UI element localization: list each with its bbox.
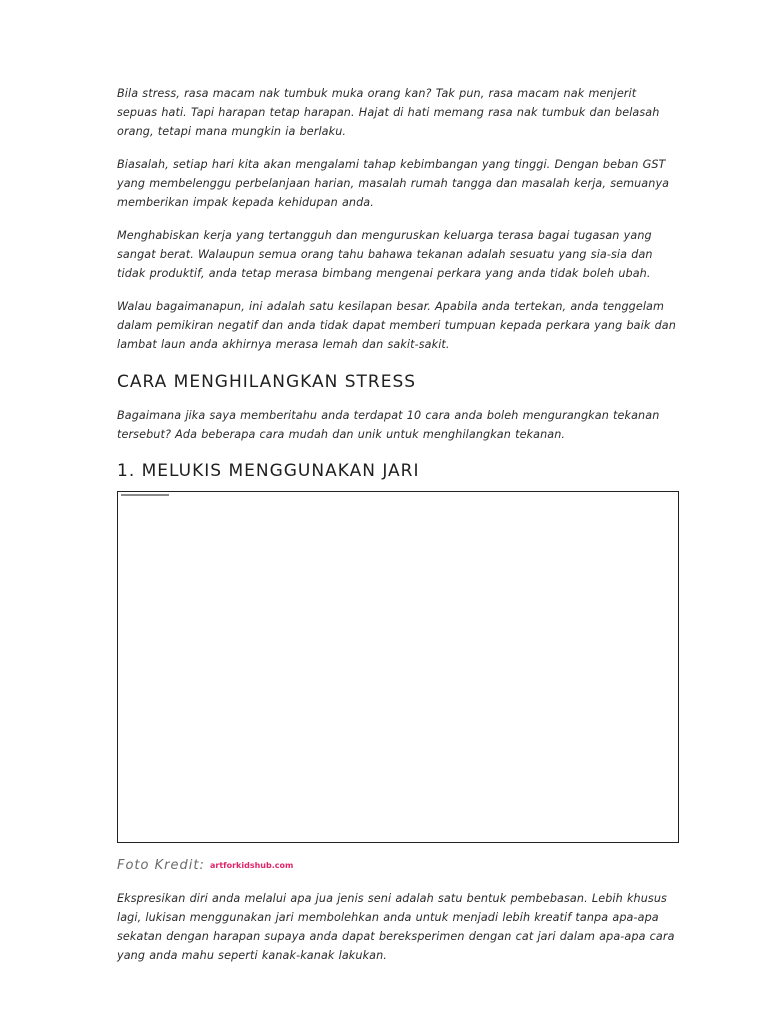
section-paragraph: Bagaimana jika saya memberitahu anda terdapat 10 cara anda boleh mengurangkan tekanan tersebut? Ada beberapa cara mudah dan unik untuk menghilangkan tekanan.	[117, 409, 660, 441]
section-heading: CARA MENGHILANGKAN STRESS	[117, 372, 417, 392]
photo-credit-label: Foto Kredit:	[117, 858, 205, 873]
intro-paragraph-4: Walau bagaimanapun, ini adalah satu kesilapan besar. Apabila anda tertekan, anda tenggelam dalam pemikiran negatif dan anda tidak dapat memberi tumpuan kepada perkara yang baik dan lambat laun anda akhirnya merasa lemah dan sakit-sakit.	[117, 300, 676, 351]
item-1-heading: 1. MELUKIS MENGGUNAKAN JARI	[117, 461, 420, 481]
image-caption-mark	[121, 494, 169, 496]
photo-credit-link[interactable]: artforkidshub.com	[209, 861, 294, 870]
photo-credit	[117, 857, 680, 875]
finger-painting-image-placeholder	[117, 491, 679, 843]
intro-paragraph-1: Bila stress, rasa macam nak tumbuk muka orang kan? Tak pun, rasa macam nak menjerit sepuas hati. Tapi harapan tetap harapan. Hajat di hati memang rasa nak tumbuk dan belasah orang, tetapi mana mungkin ia berlaku.	[117, 87, 660, 138]
item-1-paragraph: Ekspresikan diri anda melalui apa jua jenis seni adalah satu bentuk pembebasan. Lebih khusus lagi, lukisan menggunakan jari membolehkan anda untuk menjadi lebih kreatif tanpa apa-apa sekatan dengan harapan supaya anda dapat bereksperimen dengan cat jari dalam apa-apa cara yang anda mahu seperti kanak-kanak lakukan.	[117, 892, 675, 962]
intro-paragraph-3: Menghabiskan kerja yang tertangguh dan menguruskan keluarga terasa bagai tugasan yang sangat berat. Walaupun semua orang tahu bahawa tekanan adalah sesuatu yang sia-sia dan tidak produktif, anda tetap merasa bimbang mengenai perkara yang anda tidak boleh ubah.	[117, 229, 653, 280]
intro-paragraph-2: Biasalah, setiap hari kita akan mengalami tahap kebimbangan yang tinggi. Dengan beban GST yang membelenggu perbelanjaan harian, masalah rumah tangga dan masalah kerja, semuanya memberikan impak kepada kehidupan anda.	[117, 158, 670, 209]
